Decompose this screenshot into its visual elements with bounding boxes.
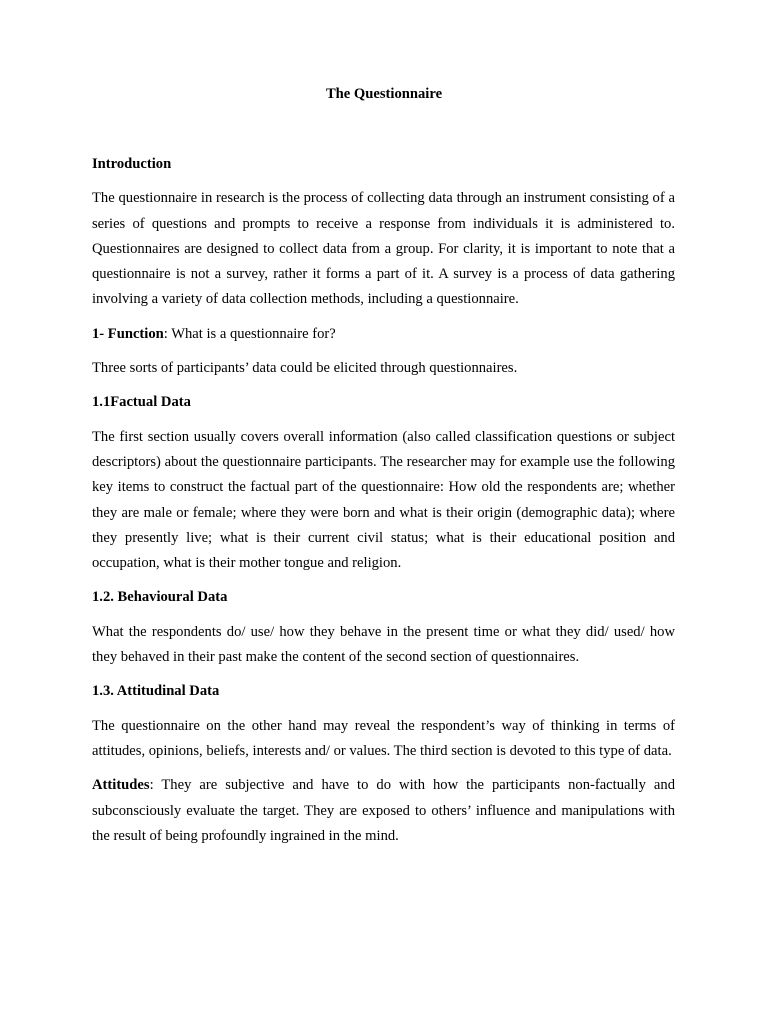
attitudinal-data-heading: 1.3. Attitudinal Data (92, 683, 220, 700)
function-line (92, 322, 675, 347)
behavioural-data-paragraph: What the respondents do/ use/ how they behave in the present time or what they did/ used/ how they behaved in their past make the content of the second section of questionnaires. (92, 623, 675, 666)
factual-data-paragraph: The first section usually covers overall information (also called classification questions or subject descriptors) about the questionnaire participants. The researcher may for example use the following key items to construct the factual part of the questionnaire: How old the respondents are; whether they are male or female; where they were born and what is their origin (demographic data); where they presently live; what is their current civil status; what is their educational position and occupation, what is their mother tongue and religion. (92, 428, 675, 572)
attitudes-text: : They are subjective and have to do with how the participants non-factually and subconsciously evaluate the target. They are exposed to others’ influence and manipulations with the result of being profoundly ingrained in the mind. (92, 777, 675, 844)
attitudes-label: Attitudes (92, 777, 150, 794)
attitudes-paragraph (92, 773, 675, 849)
factual-data-heading: 1.1Factual Data (92, 394, 191, 411)
introduction-heading: Introduction (92, 156, 172, 172)
attitudinal-data-paragraph: The questionnaire on the other hand may reveal the respondent’s way of thinking in terms of attitudes, opinions, beliefs, interests and/ or values. The third section is devoted to this type of data. (92, 717, 675, 759)
document-title: The Questionnaire (325, 86, 443, 102)
introduction-paragraph: The questionnaire in research is the process of collecting data through an instrument consisting of a series of questions and prompts to receive a response from individuals it is administered to. Questionnaires are designed to collect data from a group. For clarity, it is important to note that a questionnaire is not a survey, rather it forms a part of it. A survey is a process of data gathering involving a variety of data collection methods, including a questionnaire. (92, 190, 675, 308)
function-text: : What is a questionnaire for? (163, 325, 336, 342)
behavioural-data-heading: 1.2. Behavioural Data (92, 589, 228, 606)
document-body (92, 152, 675, 858)
function-label: 1- Function (92, 325, 164, 342)
function-paragraph: Three sorts of participants’ data could be elicited through questionnaires. (92, 360, 518, 377)
